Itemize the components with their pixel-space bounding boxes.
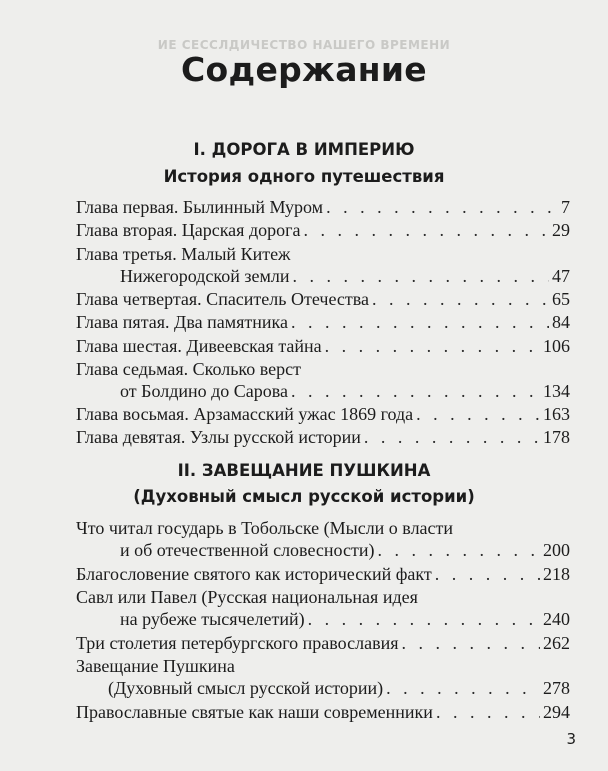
toc-entry-title-continued: Нижегородской земли <box>120 265 290 286</box>
toc-page-number: 106 <box>543 335 570 356</box>
toc-entry <box>76 288 570 310</box>
toc-page-number: 7 <box>561 197 570 217</box>
toc-page-number: 134 <box>543 380 570 401</box>
page-number: 3 <box>566 730 576 748</box>
toc-page-number: 178 <box>543 427 570 448</box>
toc-entry-title: Глава шестая. Дивеевская тайна <box>76 335 322 356</box>
toc-entry-title: Три столетия петербургского православия <box>76 632 399 653</box>
toc-entry-title: Савл или Павел (Русская национальная идея <box>76 587 418 608</box>
show-through-header: ИЕ СЕССЛДИЧЕСТВО НАШЕГО ВРЕМЕНИ <box>157 38 451 52</box>
leader-dots <box>303 219 549 241</box>
toc-page-number: 163 <box>543 404 570 425</box>
toc-page-number: 278 <box>543 678 570 699</box>
toc-entry-title-continued: и об отечественной словесности) <box>120 540 375 560</box>
toc-entry-title: Глава третья. Малый Китеж <box>76 243 291 264</box>
toc-page-number: 65 <box>552 288 570 309</box>
toc-entry <box>76 632 570 654</box>
toc-entry-title: Завещание Пушкина <box>76 656 235 677</box>
leader-dots <box>364 426 540 448</box>
toc-entry-title: Православные святые как наши современники <box>76 702 433 722</box>
toc-entry-title: Глава четвертая. Спаситель Отечества <box>76 288 369 309</box>
leader-dots <box>377 539 540 561</box>
toc-entry <box>76 335 570 357</box>
toc-entry <box>76 426 570 448</box>
leader-dots <box>416 403 540 425</box>
toc-entry-title-continued: на рубеже тысячелетий) <box>120 609 305 630</box>
toc-entry-title: Глава пятая. Два памятника <box>76 312 288 333</box>
toc-entry-title: Глава вторая. Царская дорога <box>76 220 301 241</box>
toc-entry-title-continued: от Болдино до Сарова <box>120 380 289 401</box>
toc-entry <box>76 358 570 402</box>
leader-dots <box>386 677 540 699</box>
page-title: Содержание <box>181 50 427 89</box>
toc-entry <box>76 219 570 241</box>
toc-page-number: 84 <box>552 312 570 333</box>
toc-entry-title: Глава первая. Былинный Муром <box>76 197 324 217</box>
section-1-heading: I. ДОРОГА В ИМПЕРИЮ <box>193 140 415 159</box>
section-1-subheading: История одного путешествия <box>163 167 445 186</box>
toc-entry <box>76 311 570 333</box>
toc-page-number: 240 <box>543 609 570 630</box>
toc-entry <box>76 243 570 287</box>
toc-entry <box>76 586 570 630</box>
toc-page-number: 200 <box>543 540 570 560</box>
toc-entry-title: Глава седьмая. Сколько верст <box>76 358 301 379</box>
leader-dots <box>325 335 540 357</box>
toc-entry <box>76 701 570 723</box>
leader-dots <box>372 288 549 310</box>
toc-entry <box>76 517 570 561</box>
toc-page-number: 29 <box>552 220 570 241</box>
toc-page-number: 294 <box>543 702 570 722</box>
leader-dots <box>435 563 540 585</box>
leader-dots <box>326 196 558 218</box>
toc-entry <box>76 655 570 699</box>
leader-dots <box>436 701 540 723</box>
leader-dots <box>401 632 540 654</box>
toc-page-number: 47 <box>552 265 570 286</box>
leader-dots <box>291 380 540 402</box>
toc-entry-title: Глава восьмая. Арзамасский ужас 1869 года <box>76 404 414 425</box>
section-2-subheading: (Духовный смысл русской истории) <box>133 487 475 506</box>
toc-entry <box>76 196 570 218</box>
leader-dots <box>291 311 549 333</box>
toc-entry <box>76 403 570 425</box>
section-2-heading: II. ЗАВЕЩАНИЕ ПУШКИНА <box>177 461 431 480</box>
toc-entry-title: Благословение святого как исторический факт <box>76 563 432 584</box>
leader-dots <box>292 265 549 287</box>
leader-dots <box>308 608 540 630</box>
toc-page-number: 218 <box>543 563 570 584</box>
toc-entry-title-continued: (Духовный смысл русской истории) <box>108 678 384 699</box>
toc-page-number: 262 <box>543 632 570 653</box>
toc-entry-title: Что читал государь в Тобольске (Мысли о власти <box>76 518 454 538</box>
toc-entry <box>76 563 570 585</box>
toc-entry-title: Глава девятая. Узлы русской истории <box>76 427 361 448</box>
